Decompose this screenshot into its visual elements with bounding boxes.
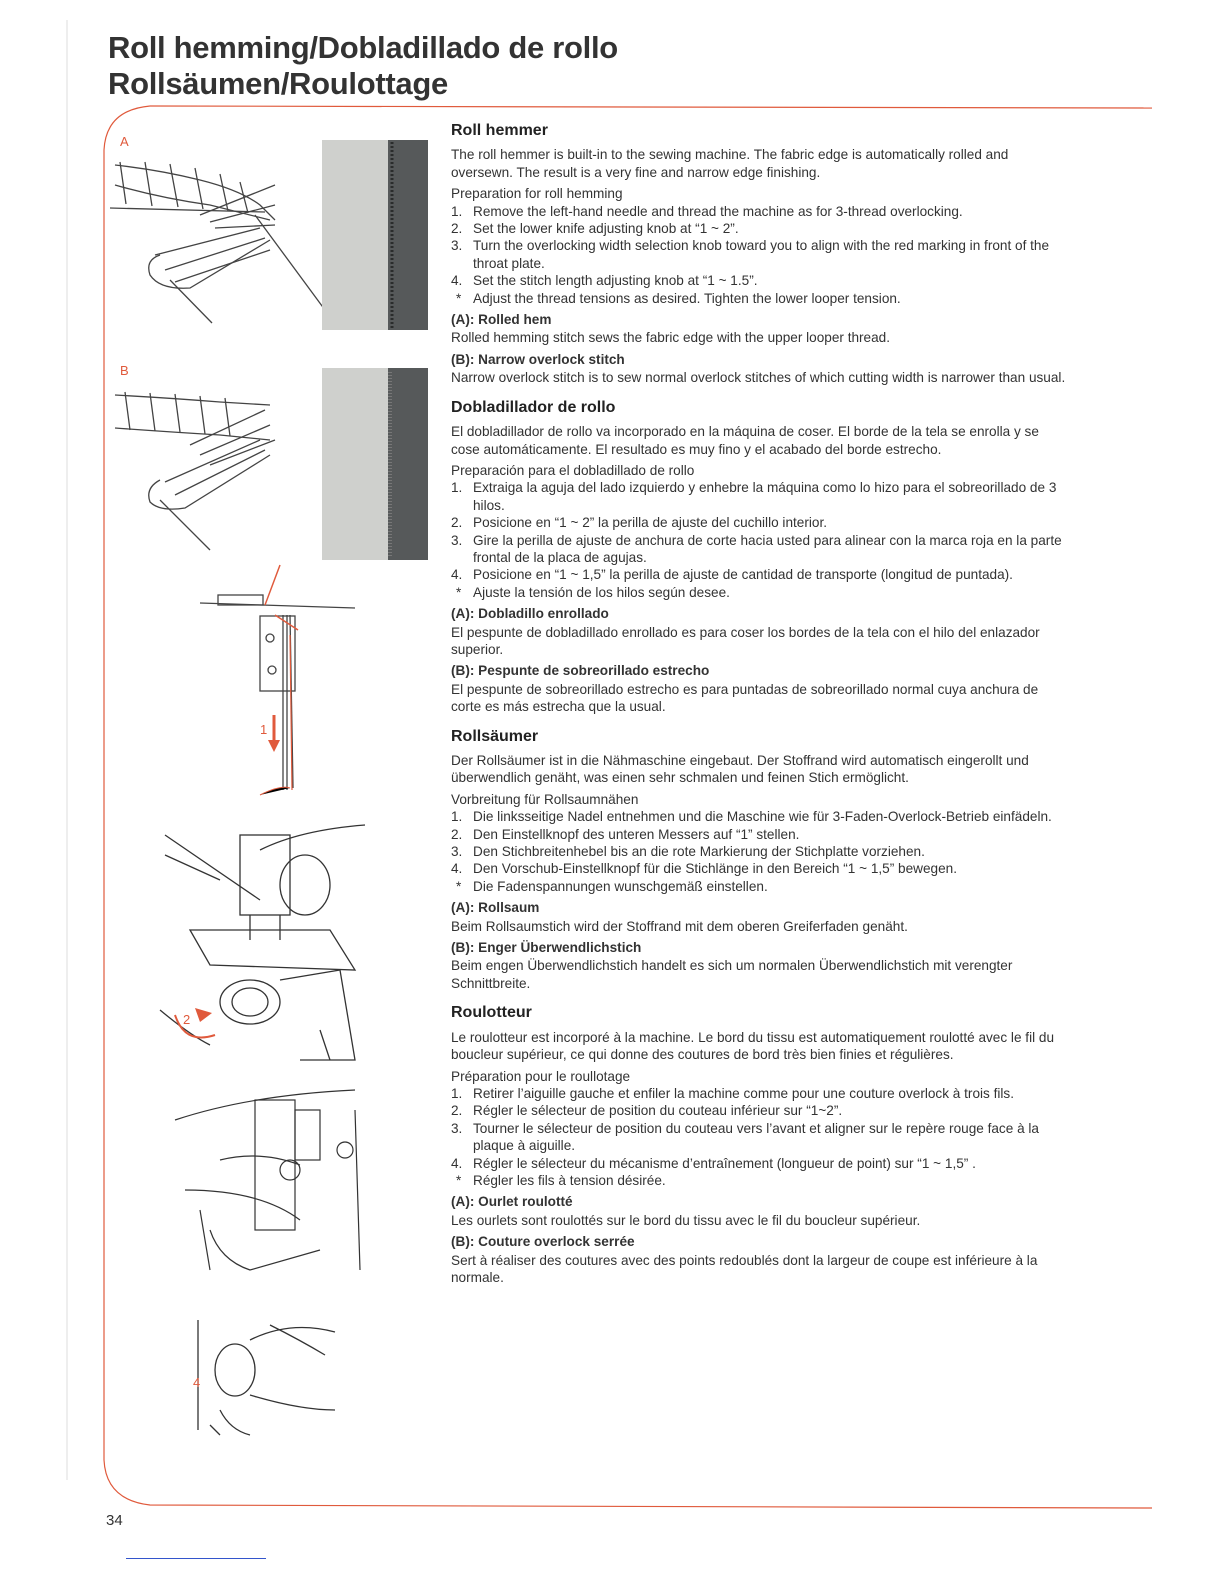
hand-knob-illustration xyxy=(198,1320,335,1435)
section-intro: El dobladillador de rollo va incorporado en la máquina de coser. El borde de la tela se enrolla y se cose automáticamente. El resultado es muy fino y el acabado del borde estrecho. xyxy=(451,424,1039,457)
preparation-heading: Preparation for roll hemming xyxy=(451,186,623,202)
step-item: 3. Den Stichbreitenhebel bis an die rote Markierung der Stichplatte vorziehen. xyxy=(451,844,925,860)
subheading-a: (A): Rolled hem xyxy=(451,312,552,328)
text-b: Sert à réaliser des coutures avec des points redoublés dont la largeur de coupe est inférieure à la normale. xyxy=(451,1252,1038,1285)
subheading-a: (A): Ourlet roulotté xyxy=(451,1194,573,1210)
preparation-heading: Preparación para el dobladillado de rollo xyxy=(451,462,695,478)
step-item: 1. Extraiga la aguja del lado izquierdo y enhebre la máquina como lo hizo para el sobreorillado de 3 hilos. xyxy=(451,480,1057,513)
step-4-marker: 4 xyxy=(193,1375,201,1390)
page-title-line-1: Roll hemming/Dobladillado de rollo xyxy=(108,30,618,65)
step-item: 3. Tourner le sélecteur de position du couteau vers l’avant et aligner sur le repère rouge face à la plaque à aiguille. xyxy=(451,1120,1039,1154)
needle-diagram xyxy=(200,595,355,790)
preparation-heading: Vorbreitung für Rollsaumnähen xyxy=(451,791,639,807)
step-item: 1. Die linksseitige Nadel entnehmen und die Maschine wie für 3-Faden-Overlock-Betrieb einfädeln. xyxy=(451,809,1052,825)
note: * Régler les fils à tension désirée. xyxy=(456,1172,666,1188)
step-item: 2. Posicione en “1 ~ 2” la perilla de ajuste del cuchillo interior. xyxy=(451,515,828,531)
figure-label-b: B xyxy=(120,363,129,378)
preparation-heading: Préparation pour le roullotage xyxy=(451,1068,631,1084)
machine-knob-illustration xyxy=(160,825,365,1060)
footer-link-underline xyxy=(126,1558,266,1559)
section-french xyxy=(451,1004,1071,1286)
step-item: 3. Turn the overlocking width selection knob toward you to align with the red marking in front of the throat plate. xyxy=(451,238,1050,271)
step-item: 2. Régler le sélecteur de position du couteau inférieur sur “1~2”. xyxy=(451,1103,843,1119)
note: * Ajuste la tensión de los hilos según desee. xyxy=(456,584,730,600)
step-item: 1. Remove the left-hand needle and thread the machine as for 3-thread overlocking. xyxy=(451,203,963,219)
steps-list xyxy=(451,1085,1071,1172)
section-heading: Rollsäumer xyxy=(451,727,539,745)
text-b: Narrow overlock stitch is to sew normal overlock stitches of which cutting width is narrower than usual. xyxy=(451,370,1066,386)
section-intro: The roll hemmer is built-in to the sewing machine. The fabric edge is automatically rolled and oversewn. The result is a very fine and narrow edge finishing. xyxy=(451,147,1009,180)
text-a: El pespunte de dobladillado enrollado es para coser los bordes de la tela con el hilo del enlazador superior. xyxy=(451,624,1040,657)
section-heading: Roll hemmer xyxy=(451,122,548,139)
text-a: Les ourlets sont roulottés sur le bord du tissu avec le fil du boucleur supérieur. xyxy=(451,1212,921,1228)
steps-list xyxy=(451,203,1071,290)
narrow-overlock-photo-dark-edge xyxy=(388,368,428,560)
instructions-column xyxy=(451,118,1071,1298)
step-2-marker: 2 xyxy=(183,1012,191,1027)
frame-top-rule xyxy=(150,106,1152,108)
section-heading: Roulotteur xyxy=(451,1004,532,1022)
page-number: 34 xyxy=(106,1512,123,1529)
step-item: 3. Gire la perilla de ajuste de anchura de corte hacia usted para alinear con la marca roja en la parte frontal de la placa de agujas. xyxy=(451,532,1062,565)
section-english xyxy=(451,122,1071,387)
note: * Die Fadenspannungen wunschgemäß einstellen. xyxy=(456,878,768,894)
section-intro: Der Rollsäumer ist in die Nähmaschine eingebaut. Der Stoffrand wird automatisch eingerollt und überwendlich genäht, was einen sehr schmalen und feinen Stich ermöglicht. xyxy=(451,753,1029,786)
subheading-b: (B): Narrow overlock stitch xyxy=(451,351,625,367)
rolled-hem-photo-dark-edge xyxy=(388,140,428,330)
text-b: El pespunte de sobreorillado estrecho es para puntadas de sobreorillado normal cuya anchura de corte es más estrecha que la usual. xyxy=(451,681,1039,715)
step-item: 4. Den Vorschub-Einstellknopf für die Stichlänge in den Bereich “1 ~ 1,5” bewegen. xyxy=(451,861,958,877)
section-heading: Dobladillador de rollo xyxy=(451,398,616,416)
steps-list xyxy=(451,479,1071,583)
page-title-line-2: Rollsäumen/Roulottage xyxy=(108,66,448,101)
steps-list xyxy=(451,808,1071,878)
step-item: 2. Set the lower knife adjusting knob at “1 ~ 2”. xyxy=(451,221,739,237)
step-item: 2. Den Einstellknopf des unteren Messers auf “1” stellen. xyxy=(451,826,800,842)
threading-illustration xyxy=(175,1090,360,1270)
step-item: 1. Retirer l’aiguille gauche et enfiler la machine comme pour une couture overlock à trois fils. xyxy=(451,1085,1014,1101)
subheading-b: (B): Enger Überwendlichstich xyxy=(451,940,642,956)
illustration-column xyxy=(100,110,440,1510)
section-spanish xyxy=(451,399,1071,716)
narrow-overlock-diagram xyxy=(115,392,275,550)
subheading-b: (B): Couture overlock serrée xyxy=(451,1234,635,1250)
rolled-hem-diagram xyxy=(110,162,325,323)
text-a: Beim Rollsaumstich wird der Stoffrand mit dem oberen Greiferfaden genäht. xyxy=(451,918,908,934)
subheading-a: (A): Dobladillo enrollado xyxy=(451,606,609,622)
text-b: Beim engen Überwendlichstich handelt es sich um normalen Überwendlichstich mit verengter Schnittbreite. xyxy=(451,958,1013,991)
step-item: 4. Set the stitch length adjusting knob at “1 ~ 1.5”. xyxy=(451,273,758,289)
step-item: 4. Régler le sélecteur du mécanisme d’entraînement (longueur de point) sur “1 ~ 1,5” . xyxy=(451,1155,976,1171)
step-1-marker: 1 xyxy=(260,722,268,737)
section-intro: Le roulotteur est incorporé à la machine. Le bord du tissu est automatiquement roulotté avec le fil du boucleur supérieur, ce qui donne des coutures de bord très bien finies et régulières. xyxy=(451,1029,1055,1063)
text-a: Rolled hemming stitch sews the fabric edge with the upper looper thread. xyxy=(451,330,891,346)
note: * Adjust the thread tensions as desired. Tighten the lower looper tension. xyxy=(456,290,901,306)
illustrations xyxy=(100,110,440,1510)
step-item: 4. Posicione en “1 ~ 1,5” la perilla de ajuste de cantidad de transporte (longitud de puntada). xyxy=(451,567,1013,583)
subheading-b: (B): Pespunte de sobreorillado estrecho xyxy=(451,663,710,679)
section-german xyxy=(451,728,1071,993)
figure-label-a: A xyxy=(120,134,129,149)
subheading-a: (A): Rollsaum xyxy=(451,900,540,916)
